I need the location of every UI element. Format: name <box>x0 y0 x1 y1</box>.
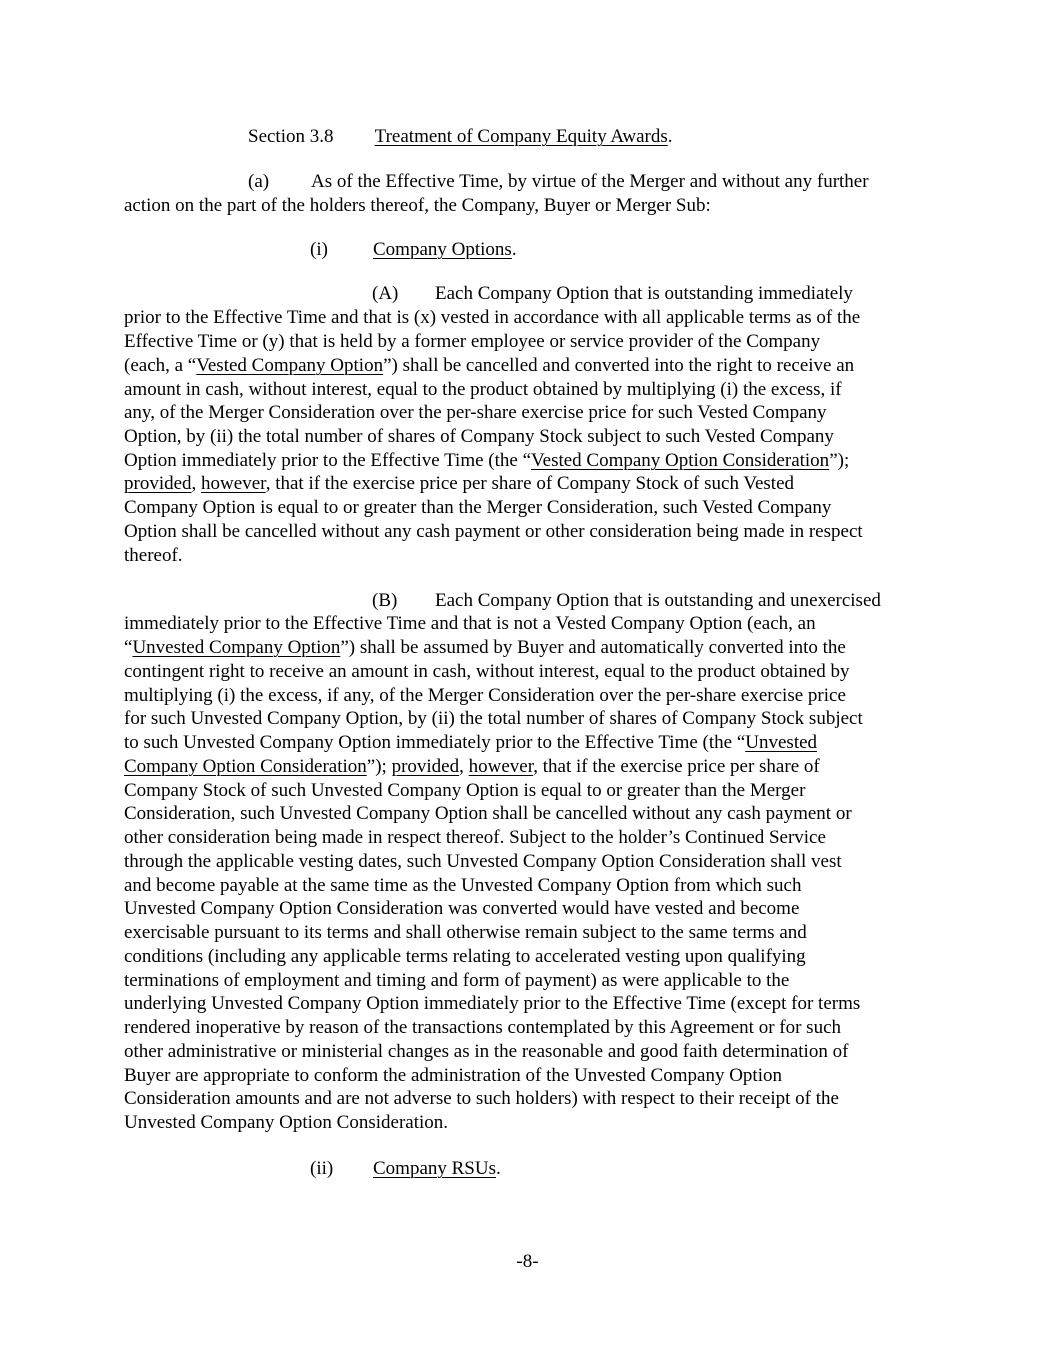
para-B-line-16: conditions (including any applicable terms relating to accelerated vesting upon qualifying <box>124 946 806 967</box>
para-A-line-3: Effective Time or (y) that is held by a former employee or service provider of the Company <box>124 331 821 352</box>
section-title: Treatment of Company Equity Awards <box>374 126 668 147</box>
para-B-line-2: immediately prior to the Effective Time and that is not a Vested Company Option (each, an <box>124 613 816 634</box>
subsection-ii-label: (ii) <box>310 1158 334 1179</box>
para-B-line-7: to such Unvested Company Option immediately prior to the Effective Time (the “Unvested <box>124 732 818 753</box>
para-a-label: (a) <box>248 171 270 192</box>
subsection-i-label: (i) <box>310 239 328 260</box>
para-B-line-12: through the applicable vesting dates, such Unvested Company Option Consideration shall vest <box>124 851 842 872</box>
para-B-line-21: Buyer are appropriate to conform the administration of the Unvested Company Option <box>124 1065 782 1086</box>
section-heading: Section 3.8 Treatment of Company Equity Awards. <box>248 126 673 147</box>
para-B-line-5: multiplying (i) the excess, if any, of the Merger Consideration over the per-share exercise price <box>124 685 846 706</box>
subsection-i-title: Company Options <box>373 239 512 260</box>
para-B-line-20: other administrative or ministerial changes as in the reasonable and good faith determination of <box>124 1041 849 1062</box>
provided-term: provided <box>124 473 192 494</box>
para-B-line-3: “Unvested Company Option”) shall be assumed by Buyer and automatically converted into the <box>124 637 846 658</box>
para-B-line-15: exercisable pursuant to its terms and shall otherwise remain subject to the same terms and <box>124 922 807 943</box>
para-B-line-18: underlying Unvested Company Option immediately prior to the Effective Time (except for terms <box>124 993 861 1014</box>
para-B-line-13: and become payable at the same time as the Unvested Company Option from which such <box>124 875 802 896</box>
page-number: -8- <box>516 1251 539 1272</box>
para-B-line-4: contingent right to receive an amount in cash, without interest, equal to the product obtained by <box>124 661 850 682</box>
para-a-line-2: action on the part of the holders thereof, the Company, Buyer or Merger Sub: <box>124 195 711 216</box>
para-A-line-12: thereof. <box>124 545 183 566</box>
subsection-ii-heading: (ii) Company RSUs. <box>310 1158 501 1179</box>
para-B-line-19: rendered inoperative by reason of the transactions contemplated by this Agreement or for such <box>124 1017 842 1038</box>
defined-term-unvested-company-option: Unvested Company Option <box>132 637 341 658</box>
defined-term-vested-company-option: Vested Company Option <box>196 355 384 376</box>
para-A-line-2: prior to the Effective Time and that is (x) vested in accordance with all applicable terms as of the <box>124 307 861 328</box>
para-B-line-10: Consideration, such Unvested Company Option shall be cancelled without any cash payment or <box>124 803 852 824</box>
para-A-label: (A) <box>372 283 399 304</box>
para-B-line-1: (B) Each Company Option that is outstanding and unexercised <box>372 590 881 611</box>
however-term: however <box>468 756 534 777</box>
para-B-line-8: Company Option Consideration”); provided, however, that if the exercise price per share of <box>124 756 820 777</box>
defined-term-unvested-consideration-part2: Company Option Consideration <box>124 756 367 777</box>
para-a-line-1: (a) As of the Effective Time, by virtue of the Merger and without any further <box>248 171 869 192</box>
para-A-line-1: (A) Each Company Option that is outstanding immediately <box>372 283 853 304</box>
section-number: Section 3.8 <box>248 126 334 147</box>
para-B-label: (B) <box>372 590 398 611</box>
para-B-line-23: Unvested Company Option Consideration. <box>124 1112 449 1133</box>
para-B-line-22: Consideration amounts and are not adverse to such holders) with respect to their receipt of the <box>124 1088 839 1109</box>
para-A-line-5: amount in cash, without interest, equal to the product obtained by multiplying (i) the excess, if <box>124 379 842 400</box>
subsection-ii-title: Company RSUs <box>373 1158 496 1179</box>
para-A-line-8: Option immediately prior to the Effective Time (the “Vested Company Option Consideration”); <box>124 450 850 471</box>
defined-term-unvested-consideration-part1: Unvested <box>745 732 818 753</box>
para-A-line-10: Company Option is equal to or greater than the Merger Consideration, such Vested Company <box>124 497 832 518</box>
para-A-line-6: any, of the Merger Consideration over the per-share exercise price for such Vested Company <box>124 402 827 423</box>
para-B-line-14: Unvested Company Option Consideration was converted would have vested and become <box>124 898 800 919</box>
defined-term-vested-option-consideration: Vested Company Option Consideration <box>531 450 830 471</box>
para-B-line-6: for such Unvested Company Option, by (ii) the total number of shares of Company Stock subject <box>124 708 863 729</box>
para-B-line-11: other consideration being made in respect thereof. Subject to the holder’s Continued Service <box>124 827 826 848</box>
however-term: however <box>201 473 266 494</box>
para-A-line-4: (each, a “Vested Company Option”) shall be cancelled and converted into the right to receive an <box>124 355 855 376</box>
para-A-line-7: Option, by (ii) the total number of shares of Company Stock subject to such Vested Company <box>124 426 834 447</box>
subsection-i-heading: (i) Company Options. <box>310 239 517 260</box>
provided-term: provided <box>391 756 460 777</box>
para-A-line-11: Option shall be cancelled without any cash payment or other consideration being made in respect <box>124 521 863 542</box>
para-B-line-9: Company Stock of such Unvested Company Option is equal to or greater than the Merger <box>124 780 806 801</box>
para-A-line-9: provided, however, that if the exercise price per share of Company Stock of such Vested <box>124 473 795 494</box>
para-B-line-17: terminations of employment and timing and form of payment) as were applicable to the <box>124 970 790 991</box>
